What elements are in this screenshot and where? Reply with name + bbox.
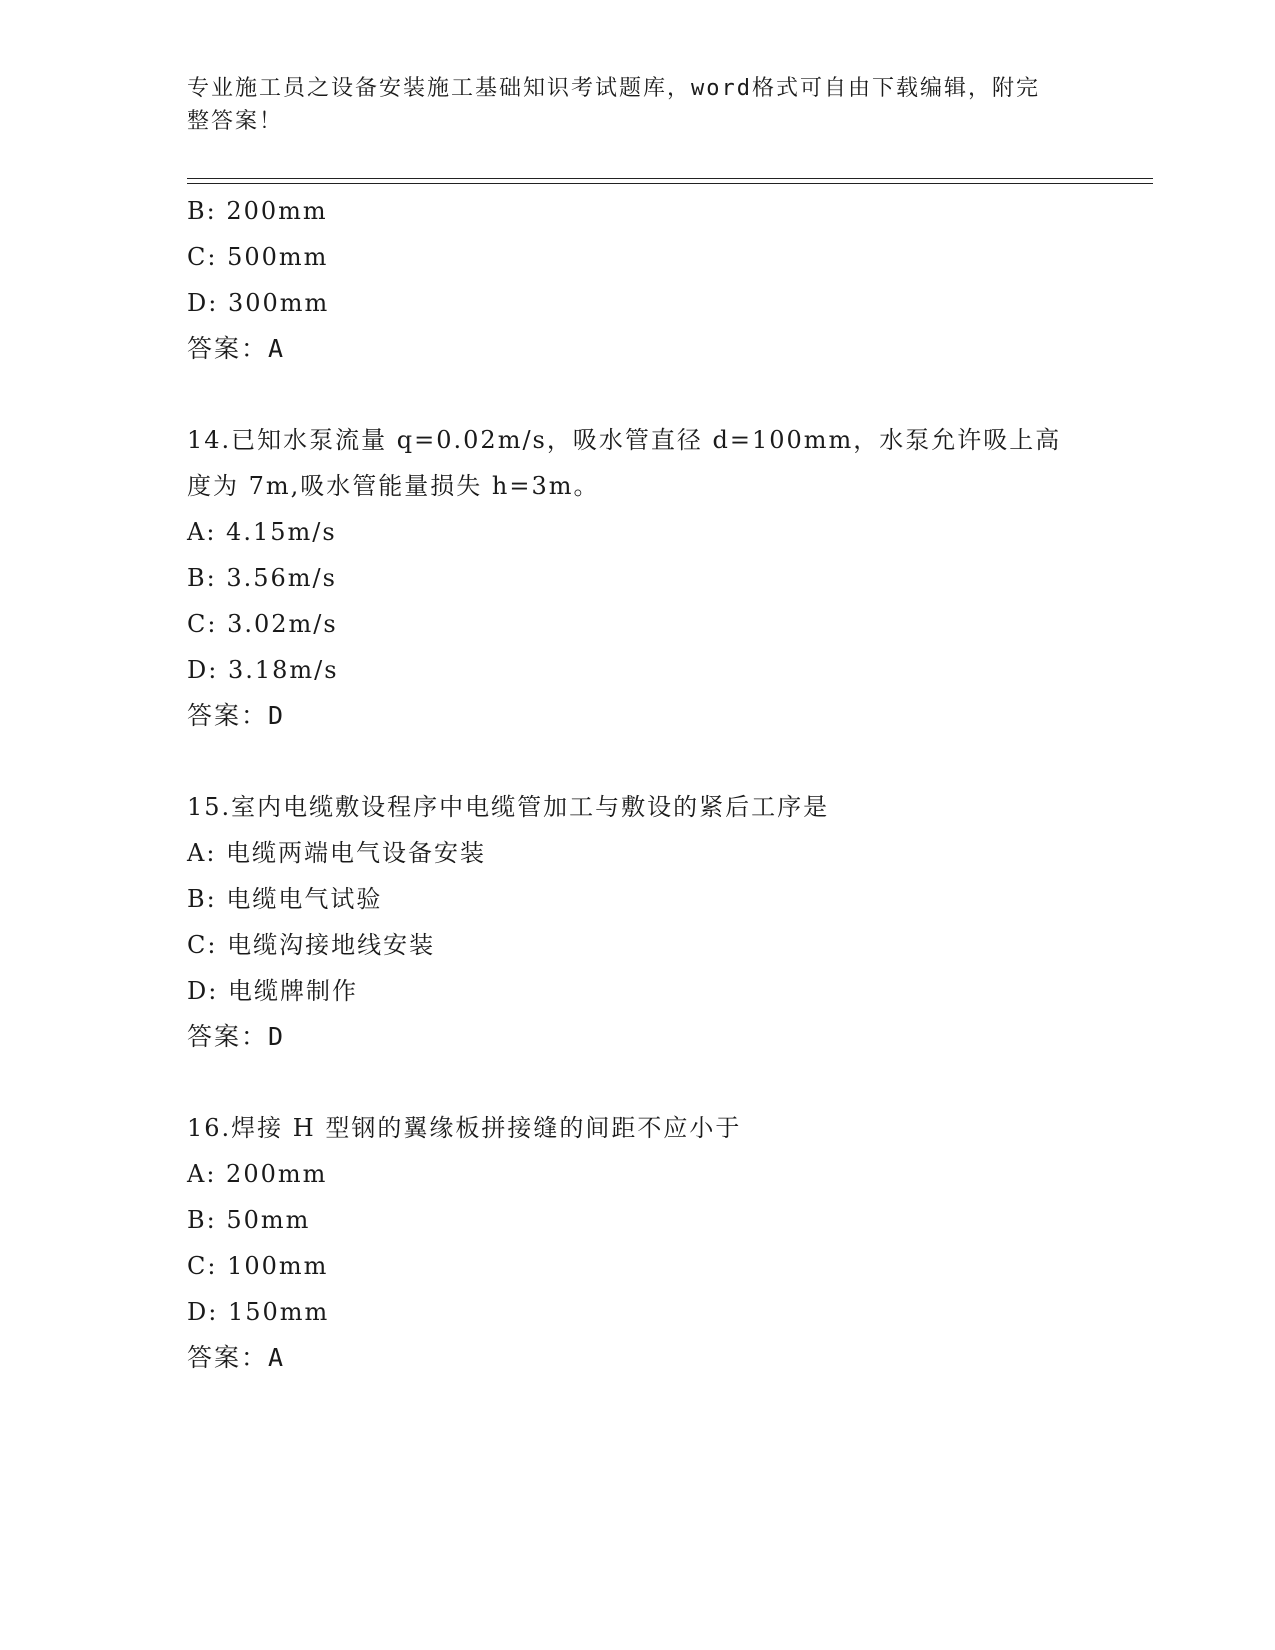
- option-a: A: 200mm: [187, 1160, 328, 1188]
- option-d: D: 300mm: [187, 289, 330, 317]
- option-c: C: 500mm: [187, 243, 329, 271]
- option-c: C: 3.02m/s: [187, 610, 338, 638]
- option-c: C: 电缆沟接地线安装: [187, 931, 436, 959]
- option-d: D: 150mm: [187, 1298, 330, 1326]
- option-b: B: 3.56m/s: [187, 564, 337, 592]
- header-divider-bottom: [187, 183, 1153, 184]
- option-a: A: 电缆两端电气设备安装: [187, 839, 487, 867]
- header-line-2: 整答案！: [187, 109, 284, 134]
- question-16: [187, 1105, 1087, 1381]
- answer-label: 答案：D: [187, 1022, 286, 1051]
- answer-label: 答案：A: [187, 334, 286, 363]
- question-13-continued: [187, 188, 1087, 372]
- header-line-1: 专业施工员之设备安装施工基础知识考试题库，word格式可自由下载编辑，附完: [187, 76, 1040, 101]
- question-stem: 14.已知水泵流量 q=0.02m/s，吸水管直径 d=100mm，水泵允许吸上高: [187, 426, 1062, 454]
- question-stem: 16.焊接 H 型钢的翼缘板拼接缝的间距不应小于: [187, 1114, 742, 1142]
- question-list: [187, 188, 1087, 1381]
- answer-label: 答案：D: [187, 701, 286, 730]
- option-b: B: 50mm: [187, 1206, 311, 1234]
- document-header: [187, 72, 1067, 138]
- option-b: B: 电缆电气试验: [187, 885, 383, 913]
- question-stem-continued: 度为 7m,吸水管能量损失 h=3m。: [187, 472, 600, 500]
- answer-label: 答案：A: [187, 1343, 286, 1372]
- question-15: [187, 784, 1087, 1060]
- option-a: A: 4.15m/s: [187, 518, 337, 546]
- option-d: D: 电缆牌制作: [187, 977, 358, 1005]
- option-d: D: 3.18m/s: [187, 656, 339, 684]
- header-divider-top: [187, 178, 1153, 179]
- option-b: B: 200mm: [187, 197, 328, 225]
- question-stem: 15.室内电缆敷设程序中电缆管加工与敷设的紧后工序是: [187, 793, 830, 821]
- question-14: [187, 417, 1087, 739]
- option-c: C: 100mm: [187, 1252, 329, 1280]
